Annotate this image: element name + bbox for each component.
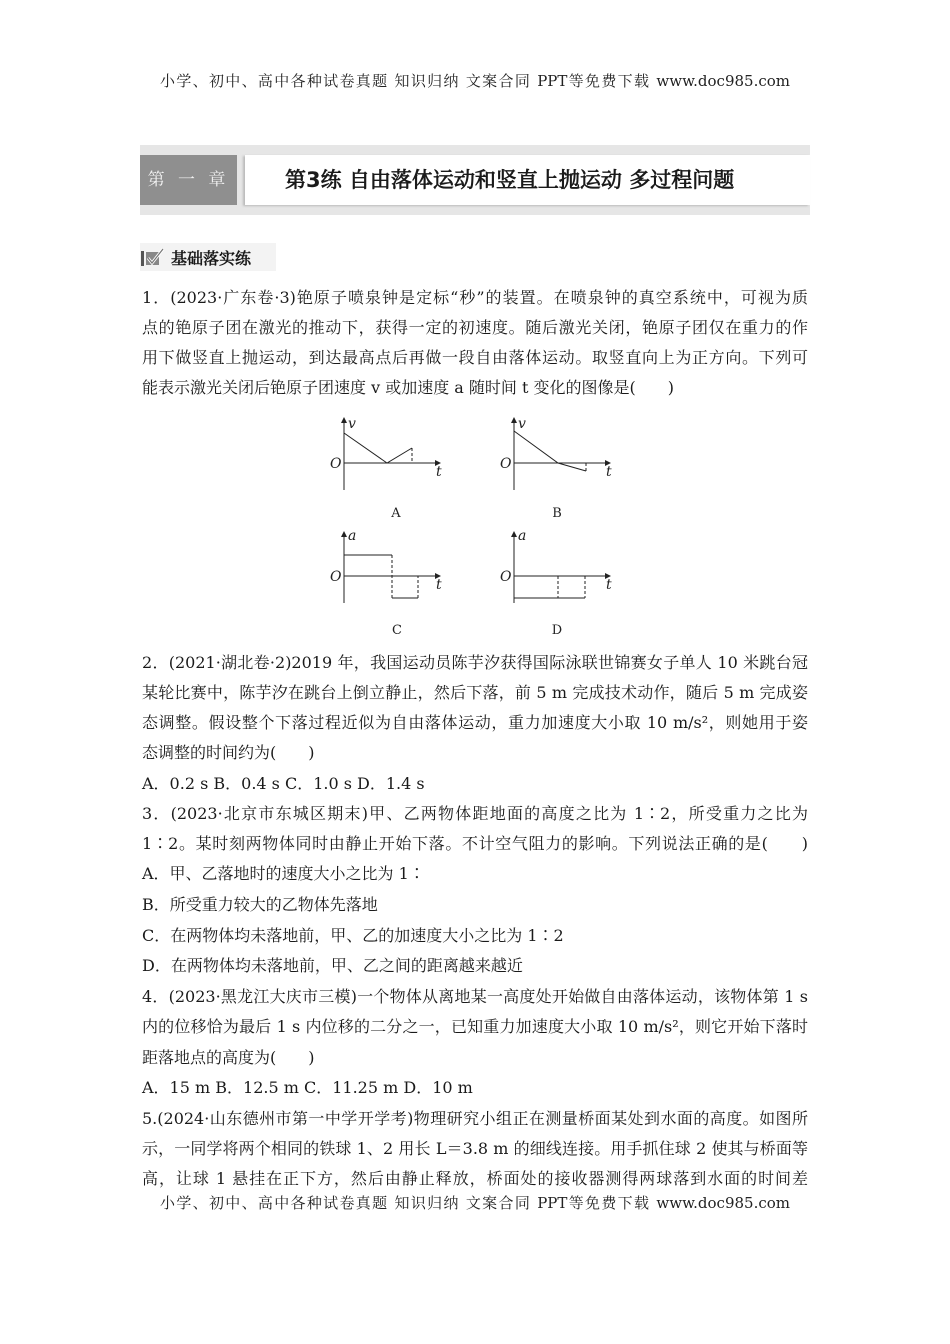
- figure-c: [344, 532, 440, 603]
- section-title: 基础落实练: [171, 249, 252, 268]
- q2-options: A．0.2 s B．0.4 s C．1.0 s D．1.4 s: [142, 774, 425, 793]
- q3-option: D．在两物体均未落地前，甲、乙之间的距离越来越近: [142, 956, 523, 975]
- axis-label: a: [348, 528, 357, 544]
- q2-line: 某轮比赛中，陈芋汐在跳台上倒立静止，然后下落，前 5 m 完成技术动作，随后 5 m 完成姿: [142, 683, 808, 702]
- figure-label: C: [392, 623, 402, 638]
- q3-line: 3．(2023·北京市东城区期末)甲、乙两物体距地面的高度之比为 1∶2，所受重力之比为: [142, 804, 808, 823]
- q2-line: 2．(2021·湖北卷·2)2019 年，我国运动员陈芋汐获得国际泳联世锦赛女子单人 10 米跳台冠: [142, 653, 808, 672]
- page-title: 第3练 自由落体运动和竖直上抛运动 多过程问题: [285, 168, 735, 192]
- velocity-line: [344, 433, 412, 463]
- q3-option: B．所受重力较大的乙物体先落地: [142, 895, 378, 914]
- watermark-text: 小学、初中、高中各种试卷真题 知识归纳 文案合同 PPT等免费下载: [160, 1194, 651, 1212]
- q1-line: 1．(2023·广东卷·3)铯原子喷泉钟是定标“秒”的装置。在喷泉钟的真空系统中，可视为质: [142, 288, 808, 307]
- axis-label: v: [348, 416, 356, 432]
- axis-label: a: [518, 528, 527, 544]
- watermark-url: www.doc985.com: [656, 72, 790, 90]
- q4-options: A．15 m B．12.5 m C．11.25 m D．10 m: [142, 1078, 473, 1097]
- figure-label: B: [552, 506, 562, 521]
- q1-line: 点的铯原子团在激光的推动下，获得一定的初速度。随后激光关闭，铯原子团仅在重力的作: [142, 318, 808, 337]
- axis-label: t: [606, 577, 612, 593]
- axis-label: t: [436, 464, 442, 480]
- figure-label: D: [551, 623, 563, 638]
- q5-line: 5.(2024·山东德州市第一中学开学考)物理研究小组正在测量桥面某处到水面的高度。如图所: [142, 1109, 808, 1128]
- watermark-url: www.doc985.com: [656, 1194, 790, 1212]
- q3-option: C．在两物体均未落地前，甲、乙的加速度大小之比为 1∶2: [142, 926, 564, 945]
- axis-label: t: [606, 464, 612, 480]
- figure-b: [514, 418, 610, 490]
- origin-label: O: [330, 456, 342, 472]
- axis-label: t: [436, 577, 442, 593]
- figure-label: A: [391, 506, 401, 521]
- origin-label: O: [330, 569, 342, 585]
- q2-line: 态调整的时间约为( ): [142, 743, 315, 762]
- q1-line: 用下做竖直上抛运动，到达最高点后再做一段自由落体运动。取竖直向上为正方向。下列可: [142, 348, 808, 367]
- figure-d: [514, 532, 610, 603]
- q5-line: 高，让球 1 悬挂在正下方，然后由静止释放，桥面处的接收器测得两球落到水面的时间差: [142, 1169, 808, 1188]
- q3-option: A．甲、乙落地时的速度大小之比为 1∶: [142, 864, 425, 883]
- axis-label: v: [518, 416, 526, 432]
- origin-label: O: [500, 456, 512, 472]
- q1-line: 能表示激光关闭后铯原子团速度 v 或加速度 a 随时间 t 变化的图像是( ): [142, 378, 675, 397]
- q4-line: 4．(2023·黑龙江大庆市三模)一个物体从离地某一高度处开始做自由落体运动，该物体第 1 s: [142, 987, 808, 1006]
- origin-label: O: [500, 569, 512, 585]
- figure-a: [344, 418, 440, 490]
- q4-line: 内的位移恰为最后 1 s 内位移的二分之一，已知重力加速度大小取 10 m/s²，则它开始下落时: [142, 1017, 808, 1036]
- velocity-line: [514, 431, 586, 471]
- footer-watermark: [160, 1192, 790, 1213]
- q2-line: 态调整。假设整个下落过程近似为自由落体运动，重力加速度大小取 10 m/s²，则她用于姿: [142, 713, 808, 732]
- q3-line: 1∶2。某时刻两物体同时由静止开始下落。不计空气阻力的影响。下列说法正确的是( ): [142, 834, 808, 853]
- watermark-text: 小学、初中、高中各种试卷真题 知识归纳 文案合同 PPT等免费下载: [160, 72, 651, 90]
- q4-line: 距落地点的高度为( ): [142, 1048, 315, 1067]
- chapter-label: 第 一 章: [140, 155, 237, 205]
- q5-line: 示，一同学将两个相同的铁球 1、2 用长 L＝3.8 m 的细线连接。用手抓住球 2 使其与桥面等: [142, 1139, 808, 1158]
